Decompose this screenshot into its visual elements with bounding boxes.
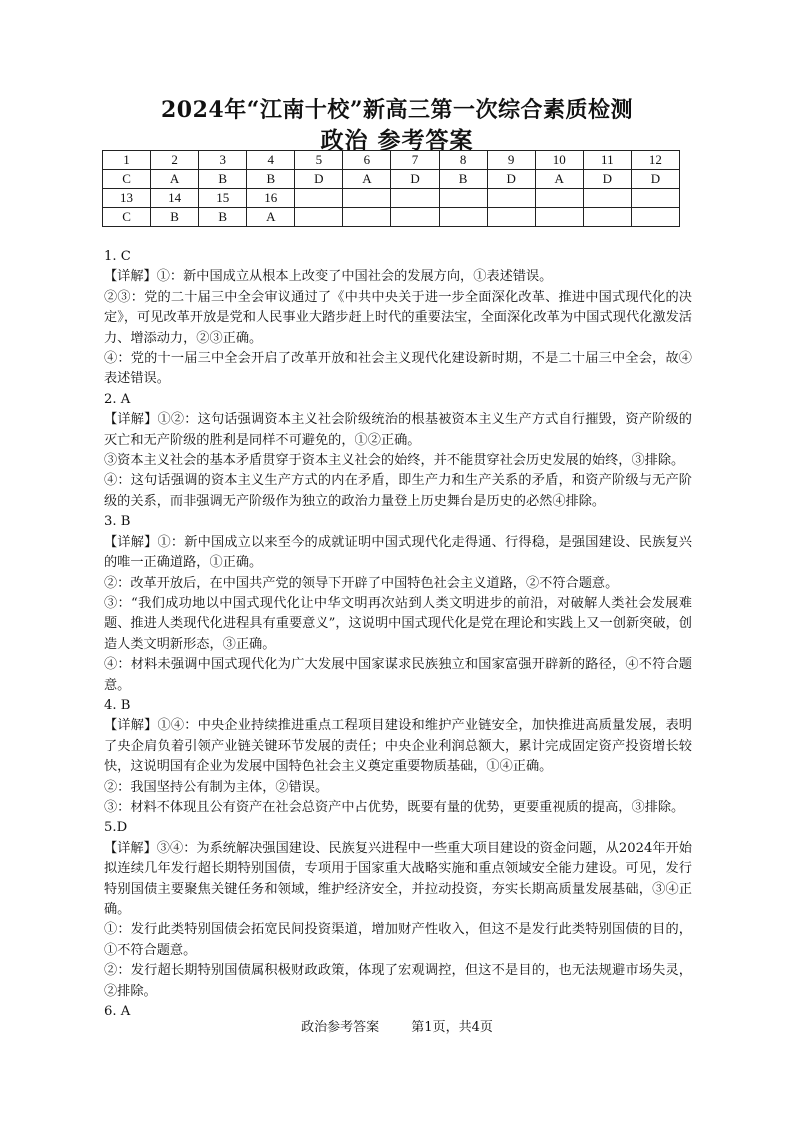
question-number-cell: 6 [343,151,391,170]
answer-explanations [104,247,692,1022]
page-footer [0,1016,794,1035]
answer-cell [439,208,487,227]
question-number-cell [487,189,535,208]
question-number-cell: 3 [199,151,247,170]
answer-cell [631,208,679,227]
question-number-cell: 8 [439,151,487,170]
explanation-paragraph: ②③：党的二十届三中全会审议通过了《中共中央关于进一步全面深化改革、推进中国式现代化的决定》，可见改革开放是党和人民事业大踏步赶上时代的重要法宝，全面深化改革为中国式现代化激发活力、增添动力，②③正确。 [104,289,692,346]
answer-cell: A [151,170,199,189]
question-number-cell: 16 [247,189,295,208]
answer-cell [487,208,535,227]
explanation-paragraph: ①：发行此类特别国债会拓宽民间投资渠道，增加财产性收入，但这不是发行此类特别国债的目的，①不符合题意。 [104,922,692,958]
answer-cell: B [439,170,487,189]
answer-cell: A [247,208,295,227]
question-number-cell: 2 [151,151,199,170]
exam-title: 2024年“江南十校”新高三第一次综合素质检测 [160,97,634,123]
explanation-paragraph: ③资本主义社会的基本矛盾贯穿于资本主义社会的始终，并不能贯穿社会历史发展的始终，③排除。 [104,453,685,469]
page-number: 第1页，共4页 [411,1020,493,1035]
answer-cell: B [199,208,247,227]
question-number-cell: 13 [103,189,151,208]
explanation-paragraph: ②：发行超长期特别国债属积极财政政策，体现了宏观调控，但这不是目的，也无法规避市场失灵，②排除。 [104,963,692,999]
question-number-cell: 5 [295,151,343,170]
explanation-paragraph: 【详解】①④：中央企业持续推进重点工程项目建设和维护产业链安全，加快推进高质量发展，表明了央企肩负着引领产业链关键环节发展的责任；中央企业利润总额大，累计完成固定资产投资增长较快，这说明国有企业为发展中国特色社会主义奠定重要物质基础，①④正确。 [104,718,692,775]
question-number-cell: 11 [583,151,631,170]
question-number-cell [295,189,343,208]
answer-cell: D [295,170,343,189]
answer-cell [391,208,439,227]
question-number-cell: 15 [199,189,247,208]
explanation-paragraph: 【详解】①：新中国成立从根本上改变了中国社会的发展方向，①表述错误。 [104,269,553,285]
answer-cell: D [487,170,535,189]
exam-subtitle: 政治 参考答案 [320,127,474,154]
explanation-paragraph: 【详解】①：新中国成立以来至今的成就证明中国式现代化走得通、行得稳，是强国建设、民族复兴的唯一正确道路，①正确。 [104,534,692,571]
explanation-paragraph: ③：“我们成功地以中国式现代化让中华文明再次站到人类文明进步的前沿，对破解人类社会发展难题、推进人类现代化进程具有重要意义”，这说明中国式现代化是党在理论和实践上又一创新突破，创造人类文明新形态，③正确。 [104,595,692,652]
answer-cell: A [535,170,583,189]
question-number-cell: 1 [103,151,151,170]
question-number-cell [535,189,583,208]
question-number-cell [391,189,439,208]
question-heading: 4. B [104,697,131,713]
question-number-cell [583,189,631,208]
explanation-paragraph: 【详解】①②：这句话强调资本主义社会阶级统治的根基被资本主义生产方式自行摧毁，资产阶级的灭亡和无产阶级的胜利是同样不可避免的，①②正确。 [104,412,692,448]
explanation-paragraph: ②：我国坚持公有制为主体，②错误。 [104,779,329,795]
answer-cell: C [103,208,151,227]
question-heading: 3. B [104,514,131,530]
table-row [103,151,680,170]
question-number-cell: 9 [487,151,535,170]
answer-cell [535,208,583,227]
answer-cell [295,208,343,227]
question-number-cell [343,189,391,208]
question-heading: 5.D [104,820,128,836]
footer-label: 政治参考答案 [301,1020,380,1035]
question-heading: 1. C [104,249,131,264]
question-number-cell [631,189,679,208]
answer-cell: D [583,170,631,189]
explanation-paragraph: 【详解】③④：为系统解决强国建设、民族复兴进程中一些重大项目建设的资金问题，从2024年开始拟连续几年发行超长期特别国债，专项用于国家重大战略实施和重点领域安全能力建设。可见，发行特别国债主要聚焦关键任务和领域，维护经济安全，并拉动投资，夯实长期高质量发展基础，③④正确。 [104,840,692,917]
explanation-paragraph: ②：改革开放后，在中国共产党的领导下开辟了中国特色社会主义道路，②不符合题意。 [104,575,619,591]
explanation-paragraph: ④：这句话强调的资本主义生产方式的内在矛盾，即生产力和生产关系的矛盾，和资产阶级与无产阶级的关系，而非强调无产阶级作为独立的政治力量登上历史舞台是历史的必然④排除。 [104,473,692,509]
answer-cell [583,208,631,227]
table-row [103,170,680,189]
question-number-cell: 12 [631,151,679,170]
answer-cell: D [631,170,679,189]
table-row [103,208,680,227]
question-heading: 6. A [104,1004,131,1020]
explanation-paragraph: ④：材料未强调中国式现代化为广大发展中国家谋求民族独立和国家富强开辟新的路径，④不符合题意。 [104,657,692,693]
answer-cell: B [151,208,199,227]
answer-cell: D [391,170,439,189]
answer-cell: A [343,170,391,189]
question-number-cell: 10 [535,151,583,170]
question-number-cell: 14 [151,189,199,208]
question-number-cell: 7 [391,151,439,170]
answer-cell: B [247,170,295,189]
answer-cell: B [199,170,247,189]
explanation-paragraph: ④：党的十一届三中全会开启了改革开放和社会主义现代化建设新时期，不是二十届三中全会，故④表述错误。 [104,351,692,387]
answer-cell [343,208,391,227]
question-heading: 2. A [104,391,131,407]
explanation-paragraph: ③：材料不体现且公有资产在社会总资产中占优势，既要有量的优势，更要重视质的提高，③排除。 [104,799,685,815]
answer-key-table [102,150,680,227]
question-number-cell: 4 [247,151,295,170]
answer-cell: C [103,170,151,189]
table-row [103,189,680,208]
question-number-cell [439,189,487,208]
